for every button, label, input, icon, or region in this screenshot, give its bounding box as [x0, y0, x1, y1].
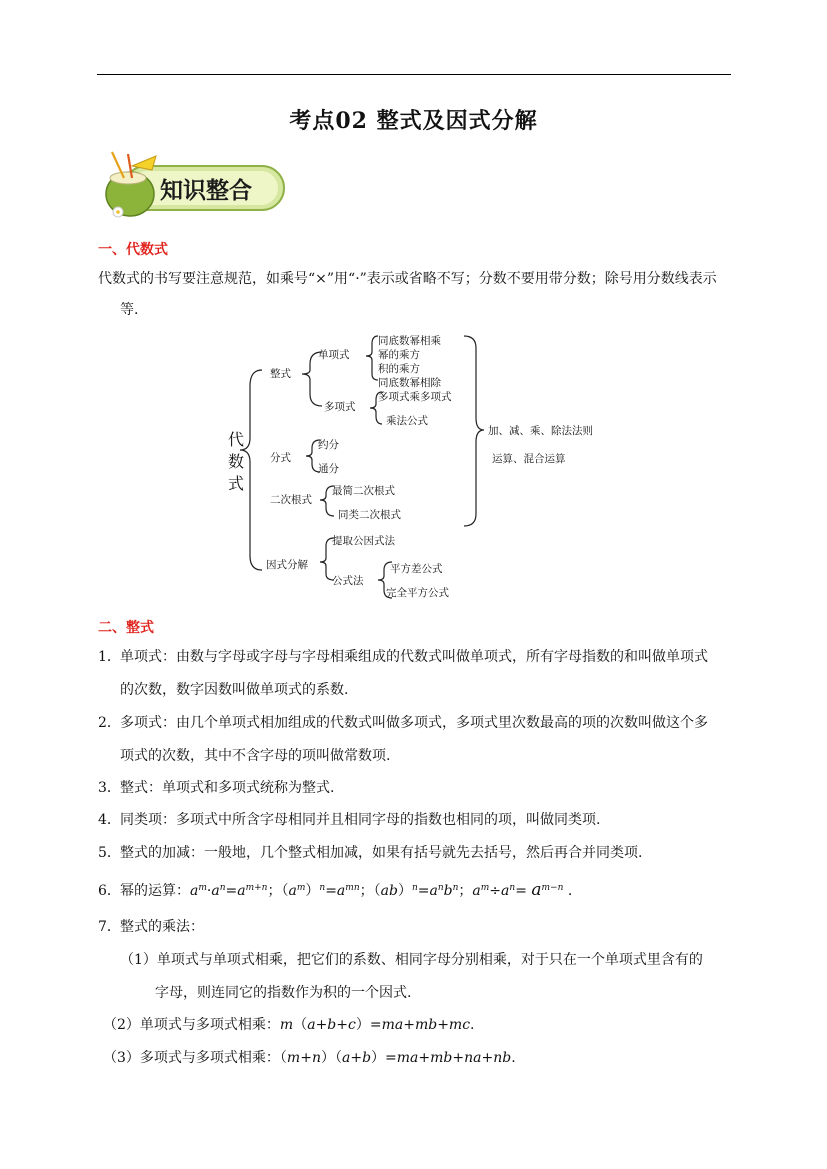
sub3-label: （3）多项式与多项式相乘：	[103, 1050, 280, 1066]
concept-tree-diagram	[226, 330, 636, 605]
sub3-formula: （m+n）（a+b）=ma+mb+na+nb.	[279, 1050, 516, 1066]
dan-item-1: 同底数幂相乘	[378, 335, 441, 347]
item6-label: 幂的运算：	[120, 883, 190, 899]
node-erci: 二次根式	[270, 494, 312, 506]
item3	[98, 781, 334, 795]
item2-number: 2．	[98, 715, 121, 731]
gongshi-item-2: 完全平方公式	[386, 587, 449, 599]
sub1-line1: （1）单项式与单项式相乘，把它们的系数、相同字母分别相乘，对于只在一个单项式里含有的	[120, 952, 703, 968]
sub2-formula: m（a+b+c）=ma+mb+mc.	[279, 1017, 475, 1033]
ops-brace	[464, 336, 484, 526]
item1-line1	[98, 650, 708, 664]
item3-number: 3．	[98, 780, 121, 796]
fen-item-2: 通分	[318, 463, 339, 475]
section1-heading: 一、代数式	[98, 242, 168, 258]
node-danxiangshi: 单项式	[318, 349, 350, 361]
root-char3: 式	[228, 474, 245, 493]
item2-line1	[98, 716, 708, 730]
section1-intro-line2: 等.	[120, 302, 139, 318]
fen-item-1: 约分	[318, 439, 339, 451]
item5	[98, 846, 642, 860]
item4	[98, 813, 600, 827]
section1-intro-line1: 代数式的书写要注意规范，如乘号“×”用“·”表示或省略不写；分数不要用带分数；除号用分数线表示	[98, 271, 717, 287]
ops-line2: 运算、混合运算	[492, 453, 566, 465]
yinshi-item-1: 提取公因式法	[332, 535, 395, 547]
dan-item-4: 同底数幂相除	[378, 377, 441, 389]
item3-text: 整式：单项式和多项式统称为整式.	[120, 780, 335, 796]
item7	[98, 920, 204, 934]
node-fenshi: 分式	[270, 452, 291, 464]
dan-item-3: 积的乘方	[378, 363, 420, 375]
node-duoxiangshi: 多项式	[324, 401, 356, 413]
knowledge-banner	[98, 150, 288, 222]
page-title: 考点02 整式及因式分解	[289, 108, 538, 134]
erci-item-1: 最简二次根式	[332, 485, 395, 497]
sub2-label: （2）单项式与多项式相乘：	[103, 1017, 280, 1033]
item7-number: 7．	[98, 919, 121, 935]
duo-item-1: 多项式乘多项式	[378, 391, 452, 403]
root-char2: 数	[228, 452, 245, 471]
dan-item-2: 幂的乘方	[378, 349, 420, 361]
banner-text: 知识整合	[160, 178, 252, 204]
gongshi-item-1: 平方差公式	[390, 563, 443, 575]
sub1-line2: 字母，则连同它的指数作为积的一个因式.	[155, 985, 412, 1001]
item1-number: 1．	[98, 649, 121, 665]
root-char1: 代	[228, 430, 245, 449]
node-zhengshi: 整式	[270, 368, 291, 380]
node-yinshi: 因式分解	[266, 559, 308, 571]
yinshi-item-2: 公式法	[332, 575, 364, 587]
item2-line2: 项式的次数，其中不含字母的项叫做常数项.	[120, 748, 391, 764]
item5-number: 5．	[98, 845, 121, 861]
item4-text: 同类项：多项式中所含字母相同并且相同字母的指数也相同的项，叫做同类项.	[120, 812, 601, 828]
ops-line1: 加、减、乘、除法法则	[488, 425, 593, 437]
item7-text: 整式的乘法：	[120, 919, 204, 935]
power-rules-formula: $a^m\cdot a^n=a^{m+n}$；$(a^m)^n=a^{mn}$；$(ab)^n=a^nb^n$；$a^m\div a^n= a^{m-n}$ .	[190, 880, 573, 900]
item6	[98, 880, 573, 900]
duo-item-2: 乘法公式	[386, 415, 428, 427]
erci-item-2: 同类二次根式	[338, 509, 401, 521]
section2-heading: 二、整式	[98, 620, 154, 636]
danxiangshi-brace	[366, 336, 378, 380]
coconut-icon	[106, 152, 156, 217]
sub3	[103, 1051, 516, 1065]
item2-text: 多项式：由几个单项式相加组成的代数式叫做多项式，多项式里次数最高的项的次数叫做这个多	[120, 715, 708, 731]
item1-line2: 的次数，数字因数叫做单项式的系数.	[120, 682, 349, 698]
item1-text: 单项式：由数与字母或字母与字母相乘组成的代数式叫做单项式，所有字母指数的和叫做单项式	[120, 649, 708, 665]
item5-text: 整式的加减：一般地，几个整式相加减，如果有括号就先去括号，然后再合并同类项.	[120, 845, 643, 861]
item4-number: 4．	[98, 812, 121, 828]
item6-number: 6．	[98, 883, 121, 899]
sub2	[103, 1018, 475, 1032]
header-rule	[97, 74, 731, 75]
